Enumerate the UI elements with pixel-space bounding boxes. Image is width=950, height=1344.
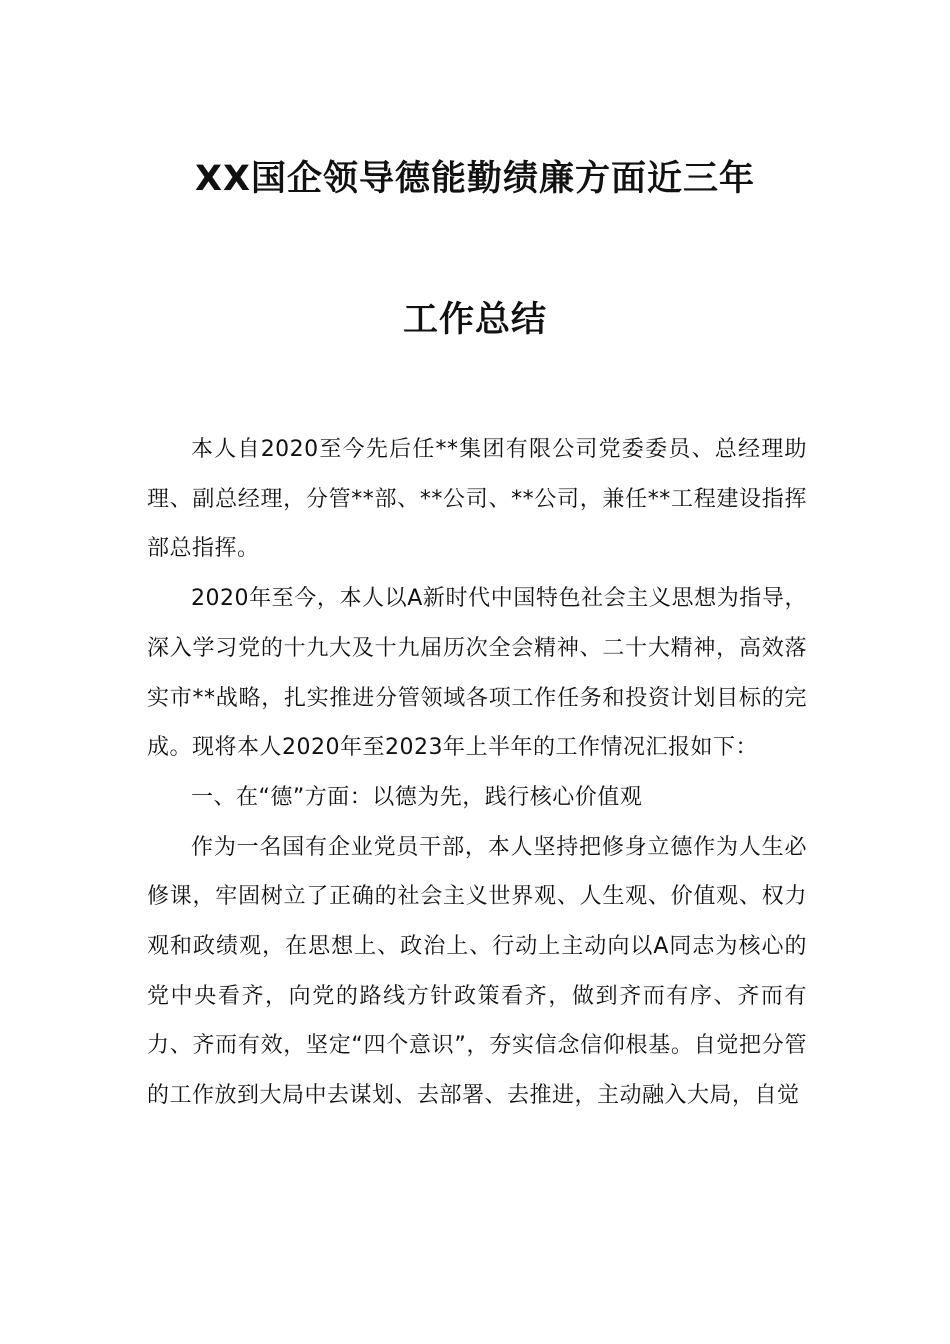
paragraph-intro: 本人自2020至今先后任**集团有限公司党委委员、总经理助理、副总经理，分管**部、**公司、**公司，兼任**工程建设指挥部总指挥。 (147, 437, 807, 562)
document-title-line-1: XX国企领导德能勤绩廉方面近三年 (195, 159, 755, 199)
document-body (147, 425, 807, 1121)
paragraph-overview: 2020年至今，本人以A新时代中国特色社会主义思想为指导，深入学习党的十九大及十九届历次全会精神、二十大精神，高效落实市**战略，扎实推进分管领域各项工作任务和投资计划目标的完成。现将本人2020年至2023年上半年的工作情况汇报如下： (147, 586, 807, 761)
paragraph-de-content: 作为一名国有企业党员干部，本人坚持把修身立德作为人生必修课，牢固树立了正确的社会主义世界观、人生观、价值观、权力观和政绩观，在思想上、政治上、行动上主动向以A同志为核心的党中央看齐，向党的路线方针政策看齐，做到齐而有序、齐而有力、齐而有效，坚定“四个意识”，夯实信念信仰根基。自觉把分管的工作放到大局中去谋划、去部署、去推进，主动融入大局，自觉 (147, 834, 807, 1109)
document-title-line-2: 工作总结 (402, 300, 547, 340)
section-heading-de: 一、在“德”方面：以德为先，践行核心价值观 (191, 784, 643, 810)
